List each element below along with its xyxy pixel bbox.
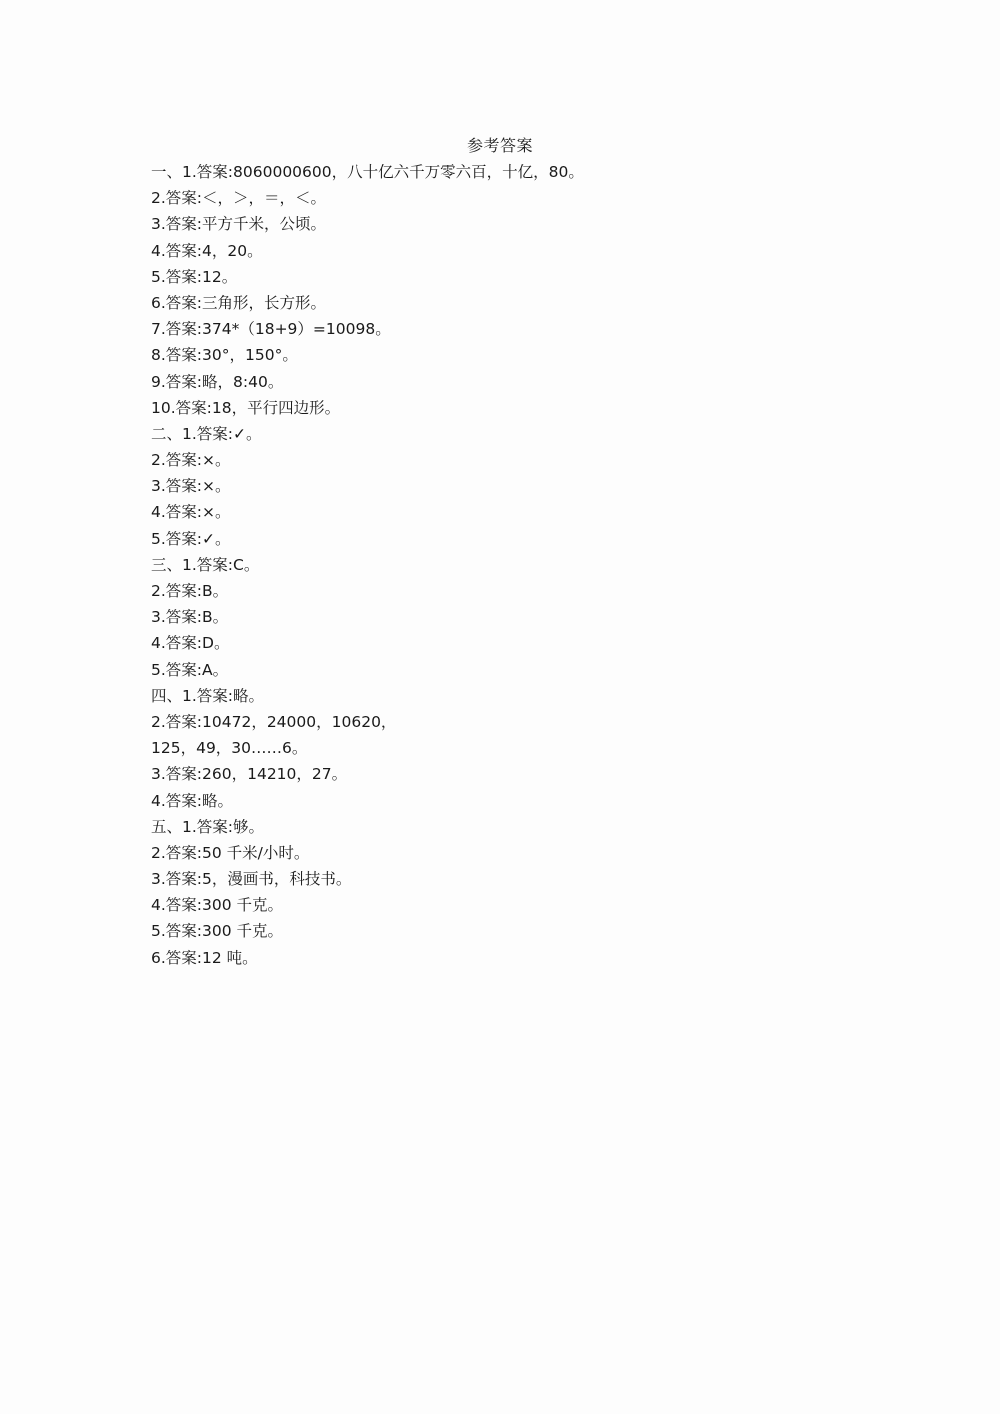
answer-line: 125，49，30……6。 <box>151 739 308 758</box>
answer-line: 5.答案:A。 <box>151 660 229 679</box>
answer-line: 3.答案:平方千米，公顷。 <box>151 215 327 234</box>
answer-line: 三、1.答案:C。 <box>151 555 260 574</box>
answer-line: 10.答案:18，平行四边形。 <box>151 398 341 417</box>
answer-line: 8.答案:30°，150°。 <box>151 346 298 365</box>
answer-line: 2.答案:10472，24000，10620， <box>151 712 397 731</box>
answer-line: 5.答案:12。 <box>151 267 238 286</box>
answer-line: 2.答案:50 千米/小时。 <box>151 843 310 862</box>
answer-line: 3.答案:B。 <box>151 608 229 627</box>
answer-line: 9.答案:略，8:40。 <box>151 372 284 391</box>
answer-line: 6.答案:12 吨。 <box>151 948 258 967</box>
answer-line: 四、1.答案:略。 <box>151 686 265 705</box>
page-title: 参考答案 <box>466 136 533 155</box>
answer-line: 2.答案:B。 <box>151 582 229 600</box>
answer-line: 一、1.答案:8060000600，八十亿六千万零六百，十亿，80。 <box>151 163 584 181</box>
answer-line: 4.答案:D。 <box>151 634 230 653</box>
answer-line: 4.答案:4，20。 <box>151 241 263 260</box>
answer-list <box>151 159 851 971</box>
answer-line: 3.答案:×。 <box>151 477 231 496</box>
answer-line: 3.答案:5，漫画书，科技书。 <box>151 870 352 889</box>
answer-line: 2.答案:×。 <box>151 451 231 470</box>
answer-line: 6.答案:三角形，长方形。 <box>151 293 327 312</box>
answer-line: 4.答案:300 千克。 <box>151 896 284 915</box>
answer-line: 五、1.答案:够。 <box>151 817 265 836</box>
answer-line: 4.答案:略。 <box>151 791 234 810</box>
answer-line: 5.答案:300 千克。 <box>151 922 284 941</box>
answer-line: 4.答案:×。 <box>151 503 231 522</box>
answer-line: 二、1.答案:✓。 <box>151 424 262 443</box>
answer-line: 5.答案:✓。 <box>151 529 231 548</box>
answer-line: 2.答案:＜，＞，＝，＜。 <box>151 189 327 208</box>
answer-line: 3.答案:260，14210，27。 <box>151 765 348 784</box>
answer-line: 7.答案:374*（18+9）=10098。 <box>151 320 391 339</box>
